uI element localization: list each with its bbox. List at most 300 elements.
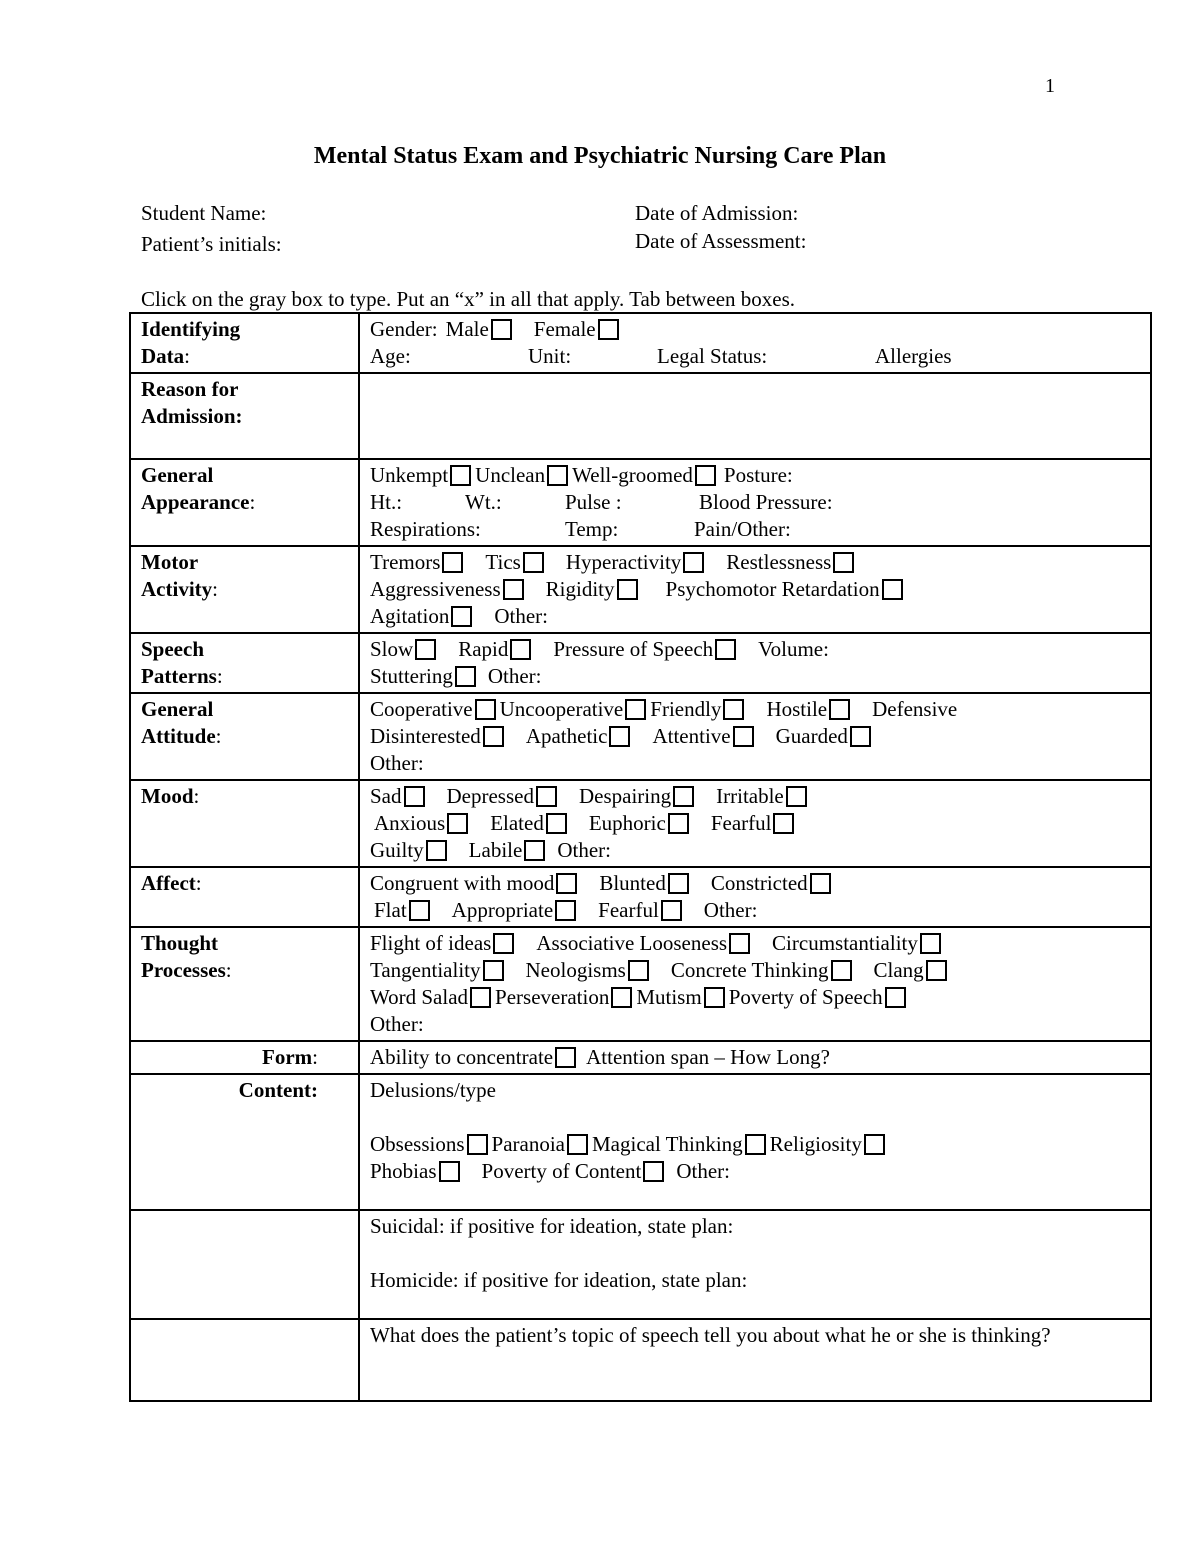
option-slow bbox=[370, 636, 436, 663]
pain-other-label: Pain/Other: bbox=[694, 517, 791, 541]
respirations-label: Respirations: bbox=[370, 517, 481, 541]
circumstantiality-checkbox[interactable] bbox=[920, 933, 941, 954]
suicidal-row bbox=[130, 1210, 1151, 1319]
apathetic-checkbox[interactable] bbox=[609, 726, 630, 747]
date-of-assessment-label: Date of Assessment: bbox=[635, 229, 807, 253]
option-label: Appropriate bbox=[451, 898, 554, 922]
attentive-checkbox[interactable] bbox=[733, 726, 754, 747]
tremors-checkbox[interactable] bbox=[442, 552, 463, 573]
option-label: Phobias bbox=[370, 1159, 437, 1183]
elated-checkbox[interactable] bbox=[546, 813, 567, 834]
affect-line-2 bbox=[370, 897, 1144, 924]
identifying-data-row bbox=[130, 313, 1151, 373]
motor-row bbox=[130, 546, 1151, 633]
label-text: Processes bbox=[141, 958, 226, 982]
well-groomed-checkbox[interactable] bbox=[695, 465, 716, 486]
option-rapid bbox=[458, 636, 531, 663]
thought-fields bbox=[359, 927, 1151, 1041]
speech-other-label: Other: bbox=[487, 664, 542, 688]
homicide-line bbox=[370, 1267, 1144, 1294]
perseveration-checkbox[interactable] bbox=[611, 987, 632, 1008]
constricted-checkbox[interactable] bbox=[810, 873, 831, 894]
tics-checkbox[interactable] bbox=[523, 552, 544, 573]
label-line: Speech bbox=[141, 637, 204, 661]
affect-line-1 bbox=[370, 870, 1144, 897]
label-line: Thought bbox=[141, 931, 219, 955]
motor-line-2 bbox=[370, 576, 1144, 603]
anxious-checkbox[interactable] bbox=[447, 813, 468, 834]
content-line-1 bbox=[370, 1131, 1144, 1158]
content-label bbox=[130, 1074, 359, 1210]
colon: : bbox=[195, 871, 202, 895]
label-line: General bbox=[141, 463, 214, 487]
colon: : bbox=[215, 724, 222, 748]
thought-line-1 bbox=[370, 930, 1144, 957]
colon: : bbox=[184, 344, 191, 368]
form-line bbox=[370, 1044, 1144, 1071]
option-label: Agitation bbox=[370, 604, 450, 628]
option-anxious bbox=[374, 810, 468, 837]
option-flat bbox=[374, 897, 430, 924]
appearance-label bbox=[130, 459, 359, 546]
homicide-label: Homicide: if positive for ideation, state plan: bbox=[370, 1268, 748, 1292]
cooperative-checkbox[interactable] bbox=[475, 699, 496, 720]
defensive-label: Defensive bbox=[872, 697, 958, 721]
option-label: Hyperactivity bbox=[565, 550, 682, 574]
rigidity-checkbox[interactable] bbox=[617, 579, 638, 600]
attention-span-label: Attention span – How Long? bbox=[586, 1045, 830, 1069]
option-label: Tangentiality bbox=[370, 958, 481, 982]
appearance-fields bbox=[359, 459, 1151, 546]
topic-label-cell bbox=[130, 1319, 359, 1401]
instructions-text: Click on the gray box to type. Put an “x” in all that apply. Tab between boxes. bbox=[141, 287, 796, 311]
colon: : bbox=[312, 1045, 318, 1069]
height-label: Ht.: bbox=[370, 490, 403, 514]
option-label: Associative Looseness bbox=[536, 931, 728, 955]
option-label: Blunted bbox=[599, 871, 666, 895]
option-aggressiveness bbox=[370, 576, 524, 603]
word-salad-checkbox[interactable] bbox=[470, 987, 491, 1008]
option-friendly bbox=[650, 696, 744, 723]
affect-other-label: Other: bbox=[703, 898, 758, 922]
label-line: Identifying bbox=[141, 317, 241, 341]
mood-fields bbox=[359, 780, 1151, 867]
speech-fields bbox=[359, 633, 1151, 693]
irritable-checkbox[interactable] bbox=[786, 786, 807, 807]
label-line bbox=[141, 783, 352, 810]
option-label: Pressure of Speech bbox=[553, 637, 714, 661]
option-apathetic bbox=[526, 723, 631, 750]
option-flight-of-ideas bbox=[370, 930, 514, 957]
option-label: Flat bbox=[374, 898, 407, 922]
attitude-line-1 bbox=[370, 696, 1144, 723]
option-label: Guilty bbox=[370, 838, 424, 862]
affect-label bbox=[130, 867, 359, 927]
form-label bbox=[130, 1041, 359, 1074]
option-label: Euphoric bbox=[588, 811, 666, 835]
attitude-other-label: Other: bbox=[370, 751, 424, 775]
label-text: Affect bbox=[141, 871, 196, 895]
label-line bbox=[141, 663, 352, 690]
option-poverty-of-speech bbox=[729, 984, 906, 1011]
option-hyperactivity bbox=[566, 549, 704, 576]
topic-fields[interactable] bbox=[359, 1319, 1151, 1401]
temp-label: Temp: bbox=[565, 517, 619, 541]
option-label: Obsessions bbox=[370, 1132, 465, 1156]
mood-line-2 bbox=[370, 810, 1144, 837]
option-label: Ability to concentrate bbox=[370, 1045, 554, 1069]
reason-row bbox=[130, 373, 1151, 459]
posture-label: Posture: bbox=[723, 463, 793, 487]
option-constricted bbox=[711, 870, 831, 897]
rapid-checkbox[interactable] bbox=[510, 639, 531, 660]
page-number: 1 bbox=[1045, 75, 1055, 97]
option-tics bbox=[485, 549, 543, 576]
appropriate-checkbox[interactable] bbox=[555, 900, 576, 921]
option-label: Flight of ideas bbox=[370, 931, 492, 955]
magical-thinking-checkbox[interactable] bbox=[745, 1134, 766, 1155]
age-label: Age: bbox=[370, 344, 411, 368]
option-label: Stuttering bbox=[370, 664, 453, 688]
topic-line bbox=[370, 1322, 1144, 1349]
option-label: Female bbox=[533, 317, 596, 341]
reason-label bbox=[130, 373, 359, 459]
thought-other-label: Other: bbox=[370, 1012, 424, 1036]
flat-checkbox[interactable] bbox=[409, 900, 430, 921]
content-fields bbox=[359, 1074, 1151, 1210]
label-text: Data bbox=[141, 344, 185, 368]
option-label: Cooperative bbox=[370, 697, 473, 721]
female-checkbox[interactable] bbox=[598, 319, 619, 340]
option-disinterested bbox=[370, 723, 504, 750]
colon: : bbox=[212, 577, 218, 601]
associative-looseness-checkbox[interactable] bbox=[729, 933, 750, 954]
option-uncooperative bbox=[500, 696, 647, 723]
legal-status-label: Legal Status: bbox=[657, 344, 768, 368]
affect-fields bbox=[359, 867, 1151, 927]
gender-line bbox=[370, 316, 1144, 343]
option-label: Well-groomed bbox=[572, 463, 693, 487]
option-label: Disinterested bbox=[370, 724, 481, 748]
mutism-checkbox[interactable] bbox=[704, 987, 725, 1008]
option-tremors bbox=[370, 549, 463, 576]
label-text: Mood bbox=[141, 784, 194, 808]
option-neologisms bbox=[526, 957, 649, 984]
blood-pressure-label: Blood Pressure: bbox=[699, 490, 833, 514]
option-clang bbox=[874, 957, 947, 984]
option-label: Elated bbox=[490, 811, 544, 835]
option-label: Clang bbox=[873, 958, 924, 982]
label-text: Form bbox=[262, 1045, 313, 1069]
option-label: Sad bbox=[370, 784, 402, 808]
label-text: Appearance bbox=[141, 490, 250, 514]
option-label: Rapid bbox=[458, 637, 509, 661]
labile-checkbox[interactable] bbox=[524, 840, 545, 861]
delusions-line bbox=[370, 1077, 1144, 1104]
option-female bbox=[534, 316, 619, 343]
appearance-line-1 bbox=[370, 462, 1144, 489]
phobias-checkbox[interactable] bbox=[439, 1161, 460, 1182]
label-text: Content: bbox=[238, 1078, 318, 1102]
label-line: Reason for bbox=[141, 377, 239, 401]
label-line bbox=[141, 723, 352, 750]
option-label: Unkempt bbox=[370, 463, 449, 487]
thought-row bbox=[130, 927, 1151, 1041]
concrete-thinking-checkbox[interactable] bbox=[831, 960, 852, 981]
option-religiosity bbox=[770, 1131, 885, 1158]
option-ability-to-concentrate bbox=[370, 1044, 576, 1071]
option-label: Irritable bbox=[716, 784, 784, 808]
option-well-groomed bbox=[572, 462, 716, 489]
option-unkempt bbox=[370, 462, 471, 489]
form-title: Mental Status Exam and Psychiatric Nursing Care Plan bbox=[313, 143, 887, 169]
option-congruent-with-mood bbox=[370, 870, 577, 897]
option-hostile bbox=[766, 696, 850, 723]
label-line bbox=[141, 957, 352, 984]
blunted-checkbox[interactable] bbox=[668, 873, 689, 894]
label-line: General bbox=[141, 697, 214, 721]
slow-checkbox[interactable] bbox=[415, 639, 436, 660]
delusions-label: Delusions/type bbox=[370, 1078, 496, 1102]
option-label: Concrete Thinking bbox=[670, 958, 829, 982]
option-agitation bbox=[370, 603, 472, 630]
colon: : bbox=[249, 490, 256, 514]
appearance-row bbox=[130, 459, 1151, 546]
option-appropriate bbox=[452, 897, 576, 924]
patient-initials-label: Patient’s initials: bbox=[141, 232, 282, 256]
label-line: Motor bbox=[141, 550, 199, 574]
topic-question: What does the patient’s topic of speech tell you about what he or she is thinking? bbox=[370, 1323, 1051, 1347]
option-psychomotor-retardation bbox=[666, 576, 903, 603]
despairing-checkbox[interactable] bbox=[673, 786, 694, 807]
option-poverty-of-content bbox=[482, 1158, 665, 1185]
option-label: Psychomotor Retardation bbox=[665, 577, 880, 601]
pressure-of-speech-checkbox[interactable] bbox=[715, 639, 736, 660]
suicidal-fields[interactable] bbox=[359, 1210, 1151, 1319]
option-pressure-of-speech bbox=[553, 636, 736, 663]
option-unclean bbox=[475, 462, 568, 489]
option-label: Hostile bbox=[766, 697, 828, 721]
ability-to-concentrate-checkbox[interactable] bbox=[555, 1047, 576, 1068]
mood-line-1 bbox=[370, 783, 1144, 810]
option-label: Poverty of Speech bbox=[728, 985, 883, 1009]
motor-label bbox=[130, 546, 359, 633]
option-labile bbox=[469, 837, 546, 864]
option-restlessness bbox=[726, 549, 854, 576]
option-label: Word Salad bbox=[370, 985, 469, 1009]
restlessness-checkbox[interactable] bbox=[833, 552, 854, 573]
friendly-checkbox[interactable] bbox=[723, 699, 744, 720]
label-line bbox=[141, 489, 352, 516]
blank-line bbox=[370, 1104, 1144, 1131]
guilty-checkbox[interactable] bbox=[426, 840, 447, 861]
option-label: Congruent with mood bbox=[370, 871, 555, 895]
option-stuttering bbox=[370, 663, 476, 690]
blank-line bbox=[370, 1240, 1144, 1267]
unit-label: Unit: bbox=[528, 344, 572, 368]
option-mutism bbox=[636, 984, 724, 1011]
student-name-label: Student Name: bbox=[141, 201, 267, 225]
option-guarded bbox=[776, 723, 871, 750]
option-label: Fearful bbox=[710, 811, 772, 835]
option-magical-thinking bbox=[592, 1131, 766, 1158]
option-label: Guarded bbox=[775, 724, 848, 748]
content-other-label: Other: bbox=[676, 1159, 730, 1183]
label-line bbox=[141, 870, 352, 897]
hostile-checkbox[interactable] bbox=[829, 699, 850, 720]
paranoia-checkbox[interactable] bbox=[567, 1134, 588, 1155]
agitation-checkbox[interactable] bbox=[451, 606, 472, 627]
mood-other-label: Other: bbox=[557, 838, 611, 862]
option-elated bbox=[490, 810, 567, 837]
date-of-admission-label: Date of Admission: bbox=[635, 201, 799, 225]
option-fearful bbox=[711, 810, 795, 837]
attitude-line-2 bbox=[370, 723, 1144, 750]
option-phobias bbox=[370, 1158, 460, 1185]
unclean-checkbox[interactable] bbox=[547, 465, 568, 486]
psychomotor-retardation-checkbox[interactable] bbox=[882, 579, 903, 600]
option-attentive bbox=[652, 723, 753, 750]
suicidal-label: Suicidal: if positive for ideation, state plan: bbox=[370, 1214, 734, 1238]
label-line: Admission: bbox=[141, 404, 243, 428]
poverty-of-content-checkbox[interactable] bbox=[643, 1161, 664, 1182]
option-word-salad bbox=[370, 984, 491, 1011]
unkempt-checkbox[interactable] bbox=[450, 465, 471, 486]
appearance-line-2 bbox=[370, 489, 1144, 516]
thought-line-4 bbox=[370, 1011, 1144, 1038]
speech-line-1 bbox=[370, 636, 1144, 663]
option-label: Friendly bbox=[650, 697, 722, 721]
guarded-checkbox[interactable] bbox=[850, 726, 871, 747]
content-row bbox=[130, 1074, 1151, 1210]
motor-fields bbox=[359, 546, 1151, 633]
volume-label: Volume: bbox=[758, 637, 829, 661]
option-label: Anxious bbox=[374, 811, 446, 835]
flight-of-ideas-checkbox[interactable] bbox=[493, 933, 514, 954]
mood-label bbox=[130, 780, 359, 867]
option-label: Perseveration bbox=[495, 985, 610, 1009]
option-euphoric bbox=[589, 810, 689, 837]
tangentiality-checkbox[interactable] bbox=[483, 960, 504, 981]
suicidal-label-cell bbox=[130, 1210, 359, 1319]
colon: : bbox=[225, 958, 232, 982]
clang-checkbox[interactable] bbox=[926, 960, 947, 981]
option-label: Poverty of Content bbox=[481, 1159, 642, 1183]
thought-line-2 bbox=[370, 957, 1144, 984]
option-label: Circumstantiality bbox=[772, 931, 918, 955]
thought-line-3 bbox=[370, 984, 1144, 1011]
option-concrete-thinking bbox=[671, 957, 852, 984]
colon: : bbox=[193, 784, 200, 808]
option-label: Aggressiveness bbox=[370, 577, 501, 601]
label-text: Attitude bbox=[141, 724, 216, 748]
speech-row bbox=[130, 633, 1151, 693]
option-label: Slow bbox=[370, 637, 414, 661]
form-fields bbox=[359, 1041, 1151, 1074]
euphoric-checkbox[interactable] bbox=[668, 813, 689, 834]
mood-row bbox=[130, 780, 1151, 867]
option-depressed bbox=[447, 783, 557, 810]
depressed-checkbox[interactable] bbox=[536, 786, 557, 807]
option-label: Rigidity bbox=[545, 577, 615, 601]
motor-line-1 bbox=[370, 549, 1144, 576]
content-line-2 bbox=[370, 1158, 1144, 1185]
option-male bbox=[446, 316, 512, 343]
option-label: Magical Thinking bbox=[592, 1132, 743, 1156]
affect-row bbox=[130, 867, 1151, 927]
option-label: Tics bbox=[485, 550, 521, 574]
congruent-with-mood-checkbox[interactable] bbox=[556, 873, 577, 894]
thought-label bbox=[130, 927, 359, 1041]
motor-line-3 bbox=[370, 603, 1144, 630]
mood-line-3 bbox=[370, 837, 1144, 864]
gender-label: Gender: bbox=[370, 317, 438, 341]
uncooperative-checkbox[interactable] bbox=[625, 699, 646, 720]
poverty-of-speech-checkbox[interactable] bbox=[885, 987, 906, 1008]
pulse-label: Pulse : bbox=[565, 490, 622, 514]
form-row bbox=[130, 1041, 1151, 1074]
appearance-line-3 bbox=[370, 516, 1144, 543]
option-blunted bbox=[599, 870, 689, 897]
obsessions-checkbox[interactable] bbox=[467, 1134, 488, 1155]
option-cooperative bbox=[370, 696, 496, 723]
disinterested-checkbox[interactable] bbox=[483, 726, 504, 747]
option-sad bbox=[370, 783, 425, 810]
option-label: Unclean bbox=[475, 463, 546, 487]
neologisms-checkbox[interactable] bbox=[628, 960, 649, 981]
affect-fearful-checkbox[interactable] bbox=[661, 900, 682, 921]
label-text: Activity bbox=[141, 577, 213, 601]
suicidal-line bbox=[370, 1213, 1144, 1240]
religiosity-checkbox[interactable] bbox=[864, 1134, 885, 1155]
aggressiveness-checkbox[interactable] bbox=[503, 579, 524, 600]
reason-input[interactable] bbox=[359, 373, 1151, 459]
identifying-data-label bbox=[130, 313, 359, 373]
label-line bbox=[141, 576, 352, 603]
speech-label bbox=[130, 633, 359, 693]
sad-checkbox[interactable] bbox=[404, 786, 425, 807]
topic-row bbox=[130, 1319, 1151, 1401]
assessment-table bbox=[129, 312, 1152, 1402]
stuttering-checkbox[interactable] bbox=[455, 666, 476, 687]
male-checkbox[interactable] bbox=[491, 319, 512, 340]
option-label: Fearful bbox=[598, 898, 659, 922]
option-label: Neologisms bbox=[525, 958, 626, 982]
option-circumstantiality bbox=[772, 930, 941, 957]
attitude-line-3 bbox=[370, 750, 1144, 777]
allergies-label: Allergies bbox=[875, 344, 952, 368]
option-label: Paranoia bbox=[491, 1132, 565, 1156]
option-rigidity bbox=[546, 576, 638, 603]
hyperactivity-checkbox[interactable] bbox=[683, 552, 704, 573]
option-label: Depressed bbox=[446, 784, 534, 808]
option-label: Constricted bbox=[710, 871, 808, 895]
option-label: Religiosity bbox=[769, 1132, 862, 1156]
option-label: Apathetic bbox=[525, 724, 608, 748]
option-label: Uncooperative bbox=[499, 697, 624, 721]
option-label: Tremors bbox=[370, 550, 441, 574]
option-label: Mutism bbox=[636, 985, 702, 1009]
option-obsessions bbox=[370, 1131, 488, 1158]
option-despairing bbox=[579, 783, 694, 810]
attitude-row bbox=[130, 693, 1151, 780]
attitude-label bbox=[130, 693, 359, 780]
fearful-checkbox[interactable] bbox=[773, 813, 794, 834]
option-irritable bbox=[716, 783, 807, 810]
option-label: Labile bbox=[468, 838, 523, 862]
option-tangentiality bbox=[370, 957, 504, 984]
option-label: Restlessness bbox=[726, 550, 832, 574]
